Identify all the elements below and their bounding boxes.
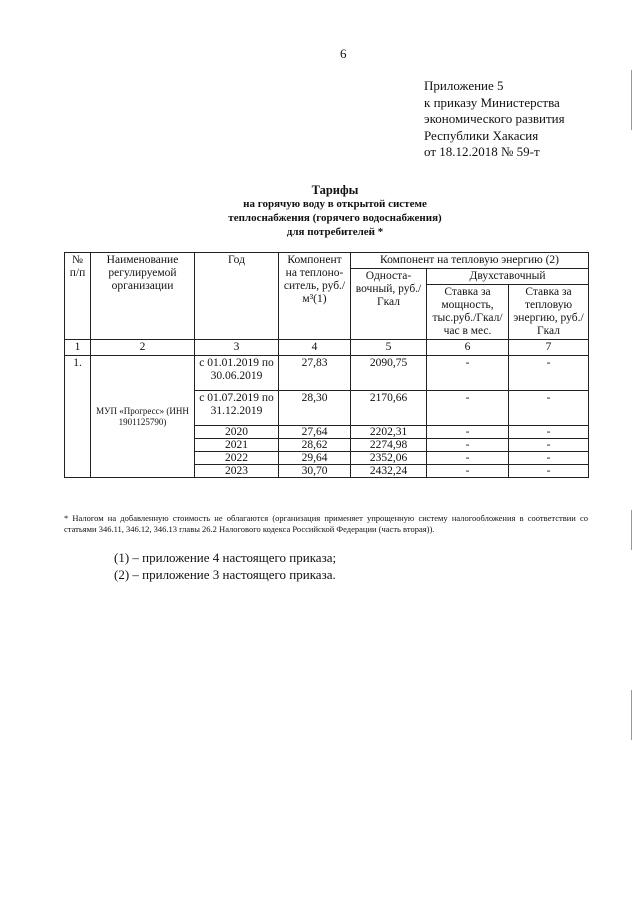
page-number: 6	[340, 46, 347, 61]
column-number: 1	[65, 340, 91, 356]
header-num: № п/п	[65, 253, 91, 340]
notes-block	[114, 549, 336, 583]
appendix-line: экономического развития	[424, 111, 565, 126]
single-rate-cell: 2432,24	[351, 465, 427, 478]
document-title	[160, 183, 510, 239]
row-number: 1.	[65, 356, 91, 478]
note-line: (1) – приложение 4 настоящего приказа;	[114, 550, 337, 565]
column-number: 7	[509, 340, 589, 356]
title-line: для потребителей *	[286, 226, 384, 238]
header-capacity: Ставка за мощность, тыс.руб./Гкал/час в мес.	[427, 285, 509, 340]
table-row	[65, 356, 589, 391]
appendix-line: от 18.12.2018 № 59-т	[424, 144, 540, 159]
scan-edge-mark	[631, 690, 632, 740]
header-coolant: Компонент на теплоно-ситель, руб./м³(1)	[279, 253, 351, 340]
energy-cell: -	[509, 356, 589, 391]
note-line: (2) – приложение 3 настоящего приказа.	[114, 567, 336, 582]
energy-cell: -	[509, 452, 589, 465]
coolant-cell: 28,30	[279, 391, 351, 426]
header-year: Год	[195, 253, 279, 340]
appendix-block	[424, 78, 565, 161]
single-rate-cell: 2202,31	[351, 426, 427, 439]
period-cell: с 01.07.2019 по 31.12.2019	[195, 391, 279, 426]
org-name: МУП «Прогресс» (ИНН 1901125790)	[91, 356, 195, 478]
capacity-cell: -	[427, 439, 509, 452]
coolant-cell: 30,70	[279, 465, 351, 478]
header-heat: Компонент на тепловую энергию (2)	[351, 253, 589, 269]
column-number: 3	[195, 340, 279, 356]
footnote: * Налогом на добавленную стоимость не облагаются (организация применяет упрощенную систему налогообложения в соответствии со статьями 346.11, 346.12, 346.13 главы 26.2 Налогового кодекса Российской Федерации (часть вторая)).	[64, 513, 588, 534]
appendix-line: Республики Хакасия	[424, 127, 539, 143]
energy-cell: -	[509, 465, 589, 478]
column-number: 5	[351, 340, 427, 356]
coolant-cell: 29,64	[279, 452, 351, 465]
title-line: теплоснабжения (горячего водоснабжения)	[228, 212, 442, 224]
capacity-cell: -	[427, 391, 509, 426]
capacity-cell: -	[427, 452, 509, 465]
header-two: Двухставочный	[427, 269, 589, 285]
header-single: Односта-вочный, руб./Гкал	[351, 269, 427, 340]
single-rate-cell: 2090,75	[351, 356, 427, 391]
column-number: 6	[427, 340, 509, 356]
period-cell: 2022	[195, 452, 279, 465]
capacity-cell: -	[427, 426, 509, 439]
appendix-line: Приложение 5	[424, 78, 504, 93]
coolant-cell: 28,62	[279, 439, 351, 452]
energy-cell: -	[509, 426, 589, 439]
energy-cell: -	[509, 391, 589, 426]
single-rate-cell: 2352,06	[351, 452, 427, 465]
period-cell: 2020	[195, 426, 279, 439]
header-row	[65, 253, 589, 269]
tariffs-table	[64, 252, 589, 478]
capacity-cell: -	[427, 356, 509, 391]
period-cell: 2023	[195, 465, 279, 478]
title-line: на горячую воду в открытой системе	[243, 198, 427, 210]
scan-edge-mark	[631, 70, 632, 130]
coolant-cell: 27,64	[279, 426, 351, 439]
header-org: Наименование регулируемой организации	[91, 253, 195, 340]
header-energy: Ставка за тепловую энергию, руб./Гкал	[509, 285, 589, 340]
title-main: Тарифы	[311, 183, 359, 197]
appendix-line: к приказу Министерства	[424, 94, 560, 110]
column-number: 2	[91, 340, 195, 356]
energy-cell: -	[509, 439, 589, 452]
column-number-row	[65, 340, 589, 356]
period-cell: 2021	[195, 439, 279, 452]
coolant-cell: 27,83	[279, 356, 351, 391]
period-cell: с 01.01.2019 по 30.06.2019	[195, 356, 279, 391]
single-rate-cell: 2170,66	[351, 391, 427, 426]
capacity-cell: -	[427, 465, 509, 478]
single-rate-cell: 2274,98	[351, 439, 427, 452]
scan-edge-mark	[631, 510, 632, 550]
column-number: 4	[279, 340, 351, 356]
